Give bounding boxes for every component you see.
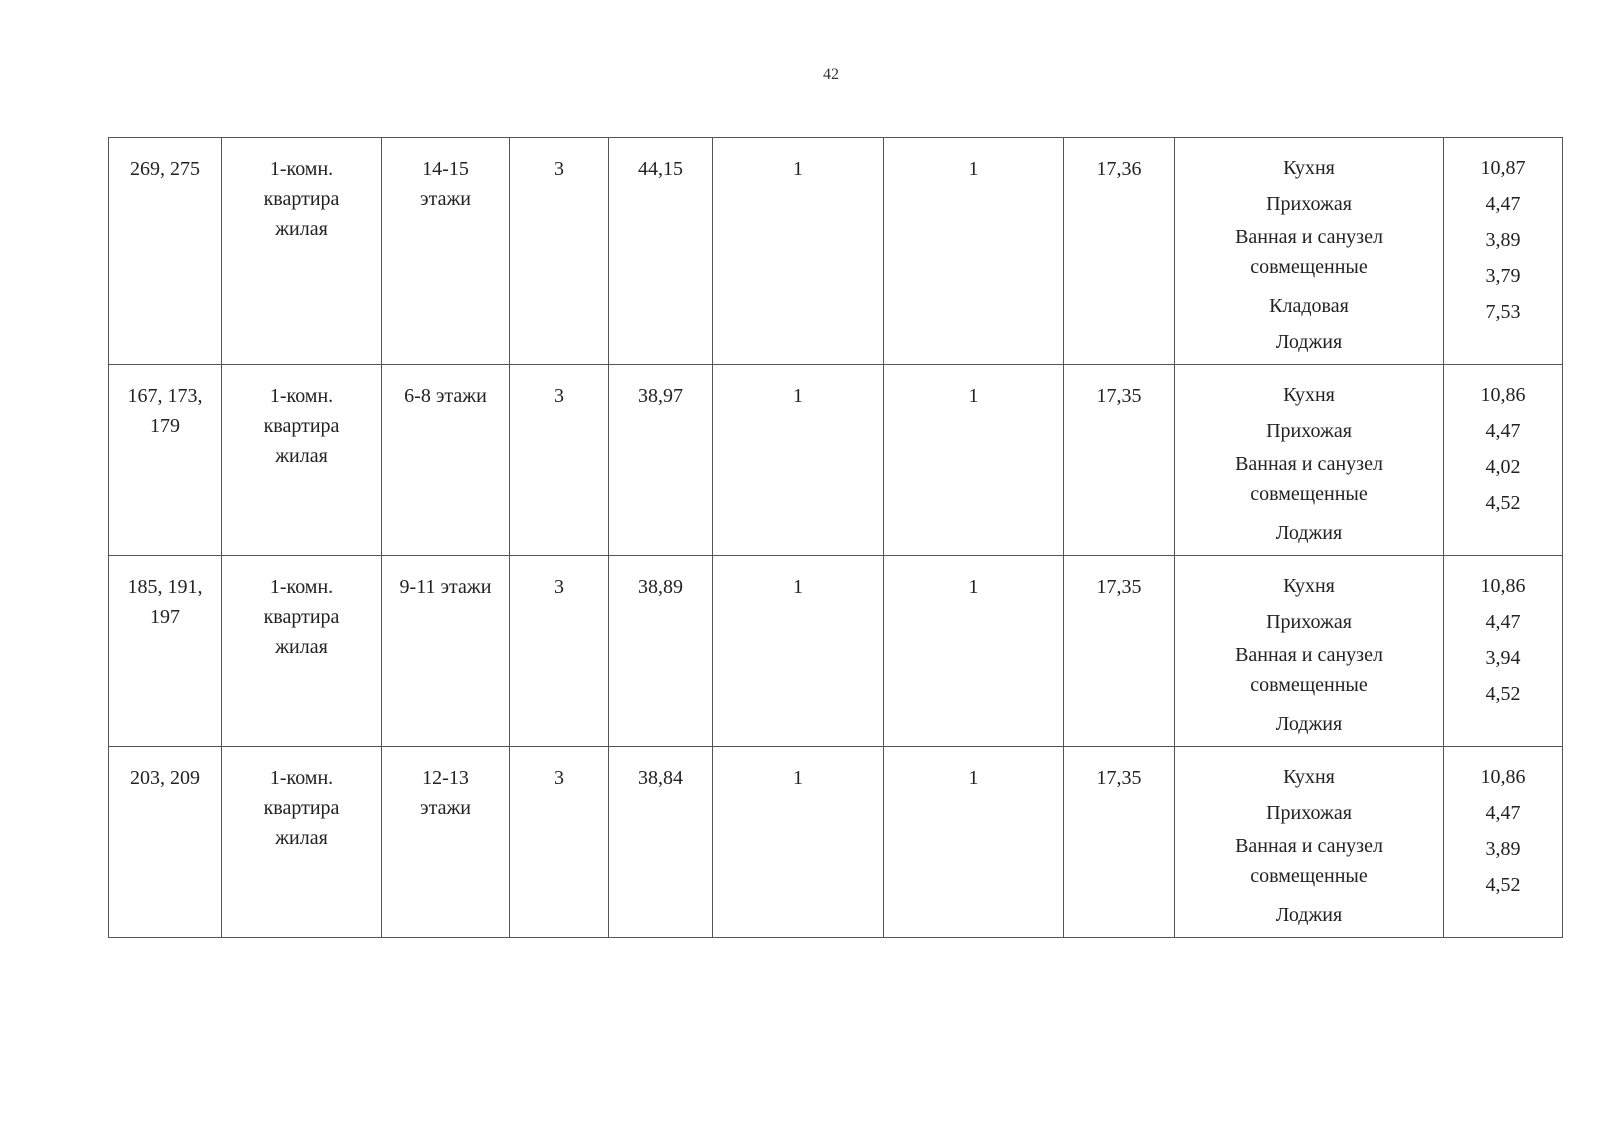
room-name: Кухня	[1283, 157, 1335, 179]
col6-cell	[713, 138, 884, 365]
apt-type-cell	[222, 365, 382, 556]
room-name: Кухня	[1283, 384, 1335, 406]
total-area-cell	[609, 556, 713, 747]
col7-cell	[884, 747, 1064, 938]
living-area-cell	[1064, 138, 1175, 365]
apt-numbers: 185, 191, 197	[127, 576, 203, 628]
room-areas-cell	[1444, 556, 1563, 747]
col6-value: 1	[793, 158, 803, 180]
room-area: 4,47	[1485, 193, 1521, 215]
room-area: 10,86	[1480, 384, 1526, 406]
room-name: Кухня	[1283, 575, 1335, 597]
rooms-count: 3	[554, 767, 564, 789]
apt-type-cell	[222, 747, 382, 938]
apt-type-line: квартира	[263, 797, 340, 819]
room-name: Прихожая	[1266, 420, 1352, 442]
total-area-cell	[609, 365, 713, 556]
apt-type-cell	[222, 138, 382, 365]
apt-numbers: 167, 173, 179	[127, 385, 203, 437]
apt-type-line: квартира	[263, 188, 340, 210]
room-name: Ванная и санузел совмещенные	[1235, 644, 1383, 696]
room-area: 3,89	[1485, 229, 1521, 251]
apt-numbers-cell	[109, 138, 222, 365]
apt-type-line: 1-комн.	[269, 767, 334, 789]
total-area-cell	[609, 138, 713, 365]
rooms-list-cell	[1175, 365, 1444, 556]
rooms-count-cell	[510, 138, 609, 365]
room-area: 4,47	[1485, 611, 1521, 633]
room-area: 4,52	[1485, 683, 1521, 705]
total-area: 38,84	[638, 767, 683, 789]
room-name: Кладовая	[1269, 295, 1349, 317]
apt-numbers-cell	[109, 365, 222, 556]
rooms-count-cell	[510, 365, 609, 556]
total-area-cell	[609, 747, 713, 938]
room-area: 3,89	[1485, 838, 1521, 860]
page-number: 42	[823, 66, 839, 83]
floors-cell	[382, 556, 510, 747]
rooms-count: 3	[554, 385, 564, 407]
apt-type-line: квартира	[263, 606, 340, 628]
total-area: 44,15	[638, 158, 683, 180]
room-name: Ванная и санузел совмещенные	[1235, 226, 1383, 278]
floors-line: 6-8 этажи	[404, 385, 487, 407]
living-area: 17,35	[1096, 385, 1142, 407]
room-area: 4,47	[1485, 420, 1521, 442]
col7-cell	[884, 138, 1064, 365]
room-name: Ванная и санузел совмещенные	[1235, 453, 1383, 505]
col7-cell	[884, 556, 1064, 747]
table-row	[109, 556, 1563, 747]
total-area: 38,97	[638, 385, 683, 407]
room-name: Прихожая	[1266, 193, 1352, 215]
floors-cell	[382, 747, 510, 938]
living-area-cell	[1064, 747, 1175, 938]
col7-value: 1	[968, 767, 979, 789]
col6-cell	[713, 365, 884, 556]
apt-type-line: 1-комн.	[269, 385, 334, 407]
col7-value: 1	[968, 385, 979, 407]
rooms-list-cell	[1175, 556, 1444, 747]
apt-numbers-cell	[109, 747, 222, 938]
room-area: 4,52	[1485, 492, 1521, 514]
living-area-cell	[1064, 365, 1175, 556]
living-area: 17,35	[1096, 576, 1142, 598]
room-name: Лоджия	[1275, 522, 1343, 544]
apt-type-line: жилая	[275, 218, 328, 240]
room-area: 7,53	[1485, 301, 1521, 323]
floors-cell	[382, 138, 510, 365]
col7-value: 1	[968, 158, 979, 180]
table-row	[109, 138, 1563, 365]
col6-cell	[713, 556, 884, 747]
rooms-count-cell	[510, 747, 609, 938]
apt-type-line: квартира	[263, 415, 340, 437]
room-area: 10,86	[1480, 575, 1526, 597]
apt-type-line: 1-комн.	[269, 576, 334, 598]
room-area: 3,94	[1485, 647, 1521, 669]
col7-value: 1	[968, 576, 979, 598]
rooms-count: 3	[554, 158, 564, 180]
col6-value: 1	[793, 576, 803, 598]
room-name: Прихожая	[1266, 611, 1352, 633]
room-area: 4,47	[1485, 802, 1521, 824]
living-area-cell	[1064, 556, 1175, 747]
table-row	[109, 365, 1563, 556]
floors-line: этажи	[420, 797, 471, 819]
room-name: Лоджия	[1275, 331, 1343, 353]
col6-value: 1	[793, 767, 803, 789]
rooms-list-cell	[1175, 138, 1444, 365]
apt-type-cell	[222, 556, 382, 747]
room-area: 10,86	[1480, 766, 1526, 788]
room-name: Кухня	[1283, 766, 1335, 788]
room-name: Прихожая	[1266, 802, 1352, 824]
apt-type-line: жилая	[275, 445, 328, 467]
floors-line: 14-15	[422, 158, 469, 180]
apt-type-line: жилая	[275, 827, 328, 849]
apt-numbers: 269, 275	[130, 158, 200, 180]
apt-type-line: 1-комн.	[269, 158, 334, 180]
floors-line: этажи	[420, 188, 471, 210]
floors-line: 12-13	[422, 767, 469, 789]
room-area: 10,87	[1480, 157, 1526, 179]
room-name: Лоджия	[1275, 904, 1343, 926]
room-areas-cell	[1444, 138, 1563, 365]
room-name: Лоджия	[1275, 713, 1343, 735]
apartments-table	[108, 137, 1563, 938]
table-row	[109, 747, 1563, 938]
floors-line: 9-11 этажи	[399, 576, 492, 598]
floors-cell	[382, 365, 510, 556]
rooms-count-cell	[510, 556, 609, 747]
apt-numbers-cell	[109, 556, 222, 747]
living-area: 17,35	[1096, 767, 1142, 789]
room-areas-cell	[1444, 747, 1563, 938]
table-body	[109, 138, 1563, 938]
apt-type-line: жилая	[275, 636, 328, 658]
rooms-list-cell	[1175, 747, 1444, 938]
apt-numbers: 203, 209	[130, 767, 200, 789]
room-area: 3,79	[1485, 265, 1521, 287]
room-area: 4,52	[1485, 874, 1521, 896]
col6-cell	[713, 747, 884, 938]
col7-cell	[884, 365, 1064, 556]
rooms-count: 3	[554, 576, 564, 598]
living-area: 17,36	[1096, 158, 1142, 180]
room-name: Ванная и санузел совмещенные	[1235, 835, 1383, 887]
room-areas-cell	[1444, 365, 1563, 556]
col6-value: 1	[793, 385, 803, 407]
total-area: 38,89	[638, 576, 683, 598]
room-area: 4,02	[1485, 456, 1521, 478]
